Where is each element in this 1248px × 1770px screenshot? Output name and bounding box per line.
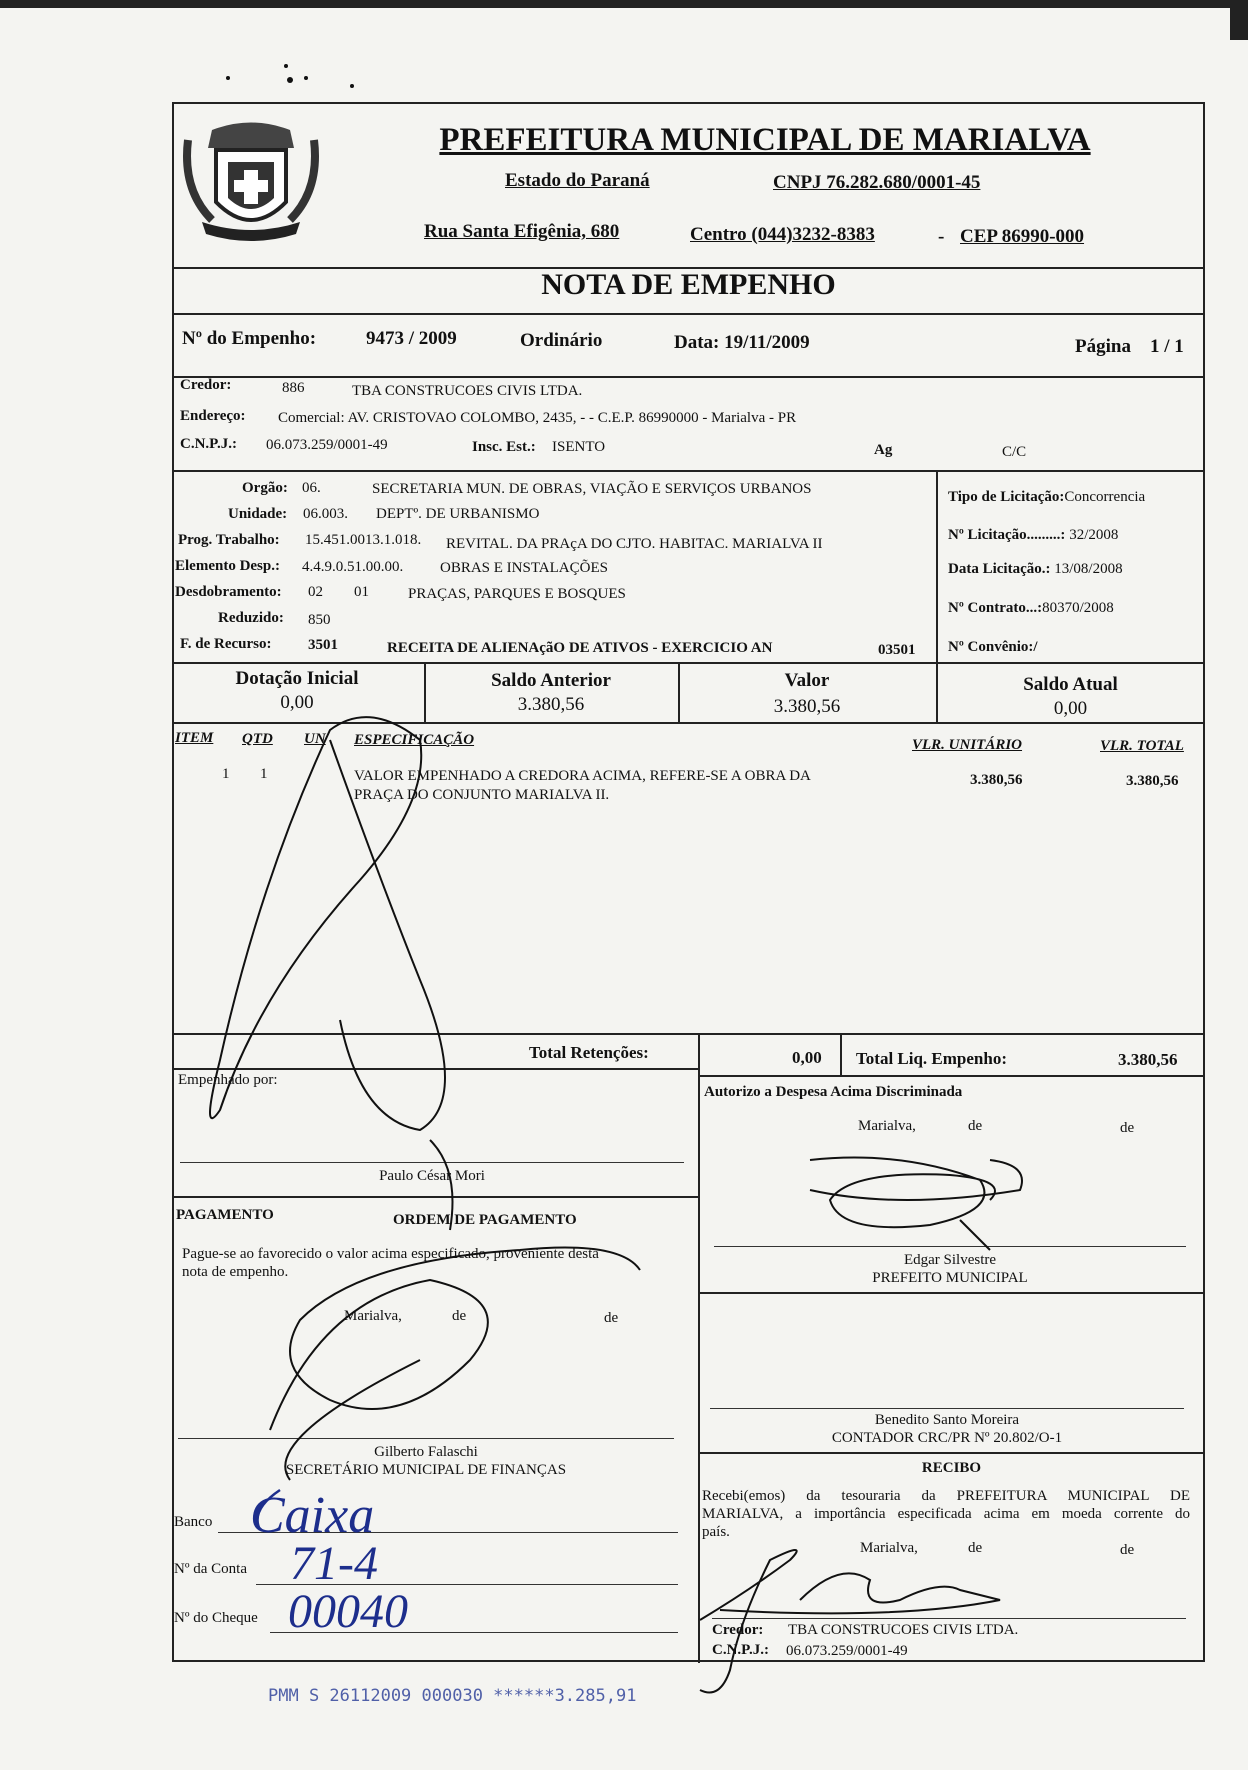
recibo-cnpj-label: C.N.P.J.:: [712, 1642, 769, 1658]
insc-label: Insc. Est.:: [472, 439, 536, 455]
empenho-date: Data: 19/11/2009: [674, 332, 810, 353]
divider: [698, 1292, 1205, 1294]
recurso-tail: 03501: [878, 642, 916, 658]
conta-handwritten: 71-4: [290, 1537, 378, 1590]
desdobramento-label: Desdobramento:: [175, 584, 282, 600]
page-number: 1 / 1: [1150, 336, 1184, 357]
autorizo-de-1: de: [968, 1118, 983, 1134]
divider: [698, 1033, 700, 1663]
recibo-text-line2: MARIALVA, a importância especificada acima em moeda corrente do: [702, 1506, 1190, 1522]
elemento-label: Elemento Desp.:: [175, 558, 280, 574]
divider: [172, 662, 1205, 664]
recibo-title: RECIBO: [921, 1460, 982, 1476]
orgao-name: SECRETARIA MUN. DE OBRAS, VIAÇÃO E SERVIÇOS URBANOS: [372, 481, 812, 497]
saldo-atual-value: 0,00: [1053, 698, 1088, 719]
prefeito-name: Edgar Silvestre: [903, 1252, 997, 1268]
dotacao-label: Dotação Inicial: [235, 668, 359, 689]
desdobramento-a: 02: [308, 584, 323, 600]
saldo-anterior-label: Saldo Anterior: [491, 670, 611, 691]
contador-role: CONTADOR CRC/PR Nº 20.802/O-1: [831, 1430, 1063, 1446]
recurso-name: RECEITA DE ALIENAçãO DE ATIVOS - EXERCICIO AN: [387, 640, 773, 656]
col-especificacao: ESPECIFICAÇÃO: [354, 732, 475, 748]
reduzido-value: 850: [308, 612, 331, 628]
col-vlr-total: VLR. TOTAL: [1100, 738, 1184, 754]
scan-edge-right: [1230, 0, 1248, 40]
recibo-de-1: de: [968, 1540, 983, 1556]
credor-address: Comercial: AV. CRISTOVAO COLOMBO, 2435, - - C.E.P. 86990000 - Marialva - PR: [278, 410, 797, 426]
divider: [172, 1068, 698, 1070]
recibo-text-line1: Recebi(emos) da tesouraria da PREFEITURA MUNICIPAL DE: [702, 1488, 1190, 1504]
empenho-type: Ordinário: [520, 330, 603, 351]
divider: [172, 470, 1205, 472]
prefeito-role: PREFEITO MUNICIPAL: [872, 1270, 1028, 1286]
account-label: C/C: [1002, 444, 1027, 460]
cheque-handwritten: 00040: [288, 1585, 408, 1638]
divider: [698, 1452, 1205, 1454]
item-vlr-total: 3.380,56: [1126, 773, 1179, 789]
ordem-pagamento-label: ORDEM DE PAGAMENTO: [393, 1212, 577, 1228]
document-title: NOTA DE EMPENHO: [541, 268, 836, 301]
cheque-label: Nº do Cheque: [174, 1610, 258, 1626]
prog-code: 15.451.0013.1.018.: [305, 532, 422, 548]
item-vlr-unitario: 3.380,56: [970, 772, 1023, 788]
pagamento-label: PAGAMENTO: [176, 1207, 274, 1223]
banco-label: Banco: [174, 1514, 213, 1530]
address-district-phone: Centro (044)3232-8383: [690, 224, 875, 245]
divider: [172, 313, 1205, 315]
credor-label: Credor:: [180, 377, 232, 393]
desdobramento-b: 01: [354, 584, 369, 600]
prefeito-signature-line: [714, 1246, 1186, 1247]
valor-label: Valor: [784, 670, 830, 691]
item-espec-line2: PRAÇA DO CONJUNTO MARIALVA II.: [354, 787, 610, 803]
pagamento-de-2: de: [604, 1310, 619, 1326]
coat-of-arms-logo: [182, 110, 320, 250]
retencoes-value: 0,00: [792, 1048, 822, 1067]
divider: [840, 1033, 842, 1075]
elemento-code: 4.4.9.0.51.00.00.: [302, 559, 404, 575]
liquido-value: 3.380,56: [1118, 1050, 1178, 1069]
licitacao-tipo-label: Tipo de Licitação:Concorrencia: [948, 489, 1146, 505]
prog-name: REVITAL. DA PRAçA DO CJTO. HABITAC. MARIALVA II: [446, 536, 823, 552]
unidade-code: 06.003.: [303, 506, 348, 522]
contador-signature-line: [710, 1408, 1184, 1409]
secretario-signature-line: [178, 1438, 674, 1439]
recurso-code: 3501: [308, 637, 338, 653]
recibo-de-2: de: [1120, 1542, 1135, 1558]
scan-edge-top: [0, 0, 1248, 8]
saldo-atual-label: Saldo Atual: [1023, 674, 1118, 695]
address-cep: CEP 86990-000: [960, 226, 1085, 247]
col-vlr-unitario: VLR. UNITÁRIO: [912, 737, 1023, 753]
recibo-credor-name: TBA CONSTRUCOES CIVIS LTDA.: [788, 1622, 1019, 1638]
col-un: UN: [304, 731, 326, 747]
licitacao-data: Data Licitação.: 13/08/2008: [948, 561, 1123, 577]
recibo-cnpj: 06.073.259/0001-49: [786, 1643, 908, 1659]
item-espec-line1: VALOR EMPENHADO A CREDORA ACIMA, REFERE-SE A OBRA DA: [354, 768, 811, 784]
banco-handwritten: Caixa: [250, 1487, 375, 1544]
institution-cnpj: CNPJ 76.282.680/0001-45: [773, 172, 981, 193]
col-qtd: QTD: [242, 731, 273, 747]
bank-authentication-stamp: PMM S 26112009 000030 ******3.285,91: [268, 1686, 637, 1706]
autorizo-city: Marialva,: [858, 1118, 916, 1134]
credor-signature-line: [712, 1618, 1186, 1619]
pague-text-line2: nota de empenho.: [182, 1264, 289, 1280]
credor-code: 886: [282, 380, 305, 396]
secretario-name: Gilberto Falaschi: [374, 1444, 478, 1460]
recurso-label: F. de Recurso:: [180, 636, 272, 652]
divider: [172, 1033, 1205, 1035]
state-name: Estado do Paraná: [505, 170, 650, 191]
prog-label: Prog. Trabalho:: [178, 532, 280, 548]
recibo-city: Marialva,: [860, 1540, 918, 1556]
secretario-role: SECRETÁRIO MUNICIPAL DE FINANÇAS: [285, 1462, 567, 1478]
credor-cnpj: 06.073.259/0001-49: [266, 437, 388, 453]
empenhado-label: Empenhado por:: [178, 1072, 278, 1088]
divider: [172, 1196, 698, 1198]
orgao-code: 06.: [302, 480, 321, 496]
endereco-label: Endereço:: [180, 408, 246, 424]
divider: [698, 1075, 1205, 1077]
institution-title: PREFEITURA MUNICIPAL DE MARIALVA: [439, 122, 1091, 158]
contador-name: Benedito Santo Moreira: [874, 1412, 1020, 1428]
pague-text-line1: Pague-se ao favorecido o valor acima especificado, proveniente desta: [182, 1246, 599, 1262]
divider: [936, 470, 938, 662]
elemento-name: OBRAS E INSTALAÇÕES: [440, 560, 608, 576]
convenio: Nº Convênio:/: [948, 639, 1038, 655]
empenho-label: Nº do Empenho:: [182, 328, 317, 349]
address-street: Rua Santa Efigênia, 680: [424, 221, 620, 242]
unidade-name: DEPTº. DE URBANISMO: [376, 506, 540, 522]
conta-label: Nº da Conta: [174, 1561, 247, 1577]
recibo-text-line3: país.: [702, 1524, 730, 1540]
address-separator: -: [938, 226, 945, 247]
divider: [172, 722, 1205, 724]
orgao-label: Orgão:: [242, 480, 288, 496]
autorizo-label: Autorizo a Despesa Acima Discriminada: [704, 1084, 963, 1100]
page-label: Página: [1075, 336, 1131, 357]
licitacao-num: Nº Licitação.........: 32/2008: [948, 527, 1119, 543]
empenhado-name: Paulo César Mori: [379, 1168, 485, 1184]
empenho-number: 9473 / 2009: [366, 328, 457, 349]
insc-value: ISENTO: [552, 439, 606, 455]
item-qtd: 1: [260, 766, 268, 782]
agency-label: Ag: [874, 442, 893, 458]
desdobramento-name: PRAÇAS, PARQUES E BOSQUES: [408, 586, 626, 602]
item-number: 1: [222, 766, 230, 782]
divider: [172, 376, 1205, 378]
liquido-label: Total Liq. Empenho:: [856, 1049, 1007, 1068]
unidade-label: Unidade:: [228, 506, 288, 522]
valor-value: 3.380,56: [773, 696, 841, 717]
saldo-anterior-value: 3.380,56: [517, 694, 585, 715]
contrato: Nº Contrato...:80370/2008: [948, 600, 1114, 616]
col-item: ITEM: [175, 730, 214, 746]
pagamento-de-1: de: [452, 1308, 467, 1324]
dotacao-value: 0,00: [280, 692, 314, 713]
autorizo-de-2: de: [1120, 1120, 1135, 1136]
recibo-credor-label: Credor:: [712, 1622, 764, 1638]
cnpj-label: C.N.P.J.:: [180, 436, 237, 452]
empenhado-signature-line: [180, 1162, 684, 1163]
pagamento-city: Marialva,: [344, 1308, 402, 1324]
retencoes-label: Total Retenções:: [529, 1043, 649, 1062]
reduzido-label: Reduzido:: [218, 610, 284, 626]
credor-name: TBA CONSTRUCOES CIVIS LTDA.: [352, 383, 583, 399]
